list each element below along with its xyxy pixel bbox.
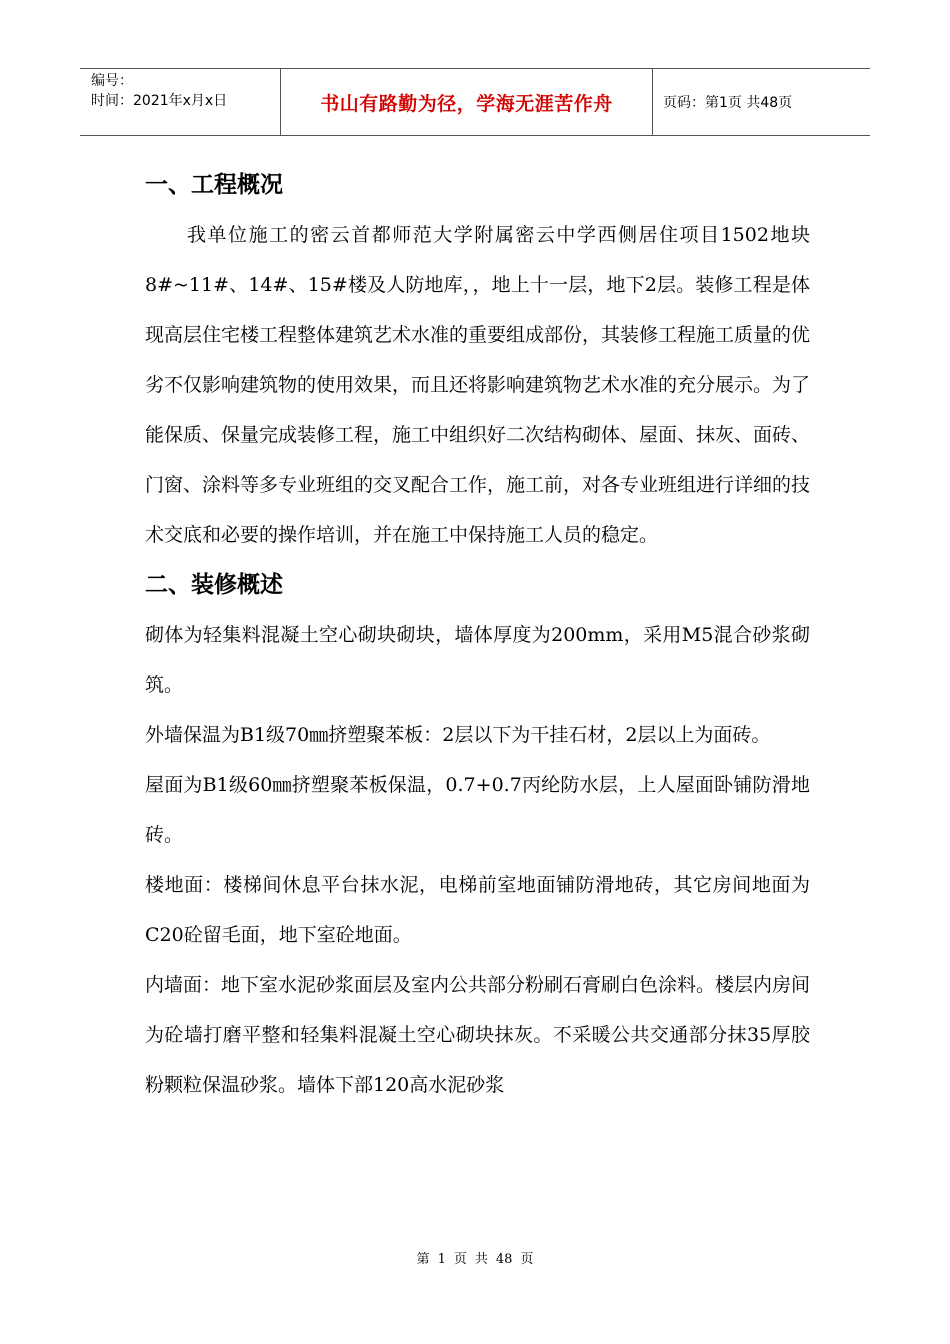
body-paragraph: 砌体为轻集料混凝土空心砌块砌块，墙体厚度为200mm，采用M5混合砂浆砌筑。 bbox=[145, 624, 810, 696]
footer-part: 第 bbox=[416, 1252, 430, 1267]
body-paragraph: 外墙保温为B1级70㎜挤塑聚苯板：2层以下为干挂石材，2层以上为面砖。 bbox=[145, 724, 771, 746]
footer-part: 共 bbox=[474, 1252, 488, 1267]
document-header bbox=[80, 68, 870, 136]
page-footer bbox=[0, 1248, 950, 1267]
footer-part: 页 bbox=[520, 1252, 534, 1267]
section-decoration-summary bbox=[145, 560, 810, 1110]
header-page-cell bbox=[653, 69, 870, 135]
body-paragraph: 内墙面：地下室水泥砂浆面层及室内公共部分粉刷石膏刷白色涂料。楼层内房间为砼墙打磨平整和轻集料混凝土空心砌块抹灰。不采暖公共交通部分抹35厚胶粉颗粒保温砂浆。墙体下部120高水泥砂浆 bbox=[145, 974, 811, 1096]
body-paragraph: 我单位施工的密云首都师范大学附属密云中学西侧居住项目1502地块8#~11#、14#、15#楼及人防地库，，地上十一层，地下2层。装修工程是体现高层住宅楼工程整体建筑艺术水准的重要组成部份，其装修工程施工质量的优劣不仅影响建筑物的使用效果，而且还将影响建筑物艺术水准的充分展示。为了能保质、保量完成装修工程，施工中组织好二次结构砌体、屋面、抹灰、面砖、门窗、涂料等多专业班组的交叉配合工作，施工前，对各专业班组进行详细的技术交底和必要的操作培训，并在施工中保持施工人员的稳定。 bbox=[145, 224, 811, 546]
serial-number-label: 编号： bbox=[91, 73, 133, 89]
footer-page-number: 1 bbox=[437, 1252, 446, 1267]
body-paragraph: 楼地面：楼梯间休息平台抹水泥，电梯前室地面铺防滑地砖，其它房间地面为C20砼留毛面，地下室砼地面。 bbox=[145, 874, 810, 946]
footer-total-pages: 48 bbox=[495, 1252, 513, 1267]
body-paragraph: 屋面为B1级60㎜挤塑聚苯板保温，0.7+0.7丙纶防水层，上人屋面卧铺防滑地砖。 bbox=[145, 774, 810, 846]
section-heading: 二、装修概述 bbox=[145, 572, 283, 598]
page-info: 页码：第1页 共48页 bbox=[663, 95, 793, 111]
header-meta-cell bbox=[80, 69, 281, 135]
time-label: 时间：2021年x月x日 bbox=[91, 93, 228, 109]
section-project-overview bbox=[145, 160, 810, 560]
document-body bbox=[145, 160, 810, 1110]
footer-part: 页 bbox=[453, 1252, 467, 1267]
motto-text: 书山有路勤为径，学海无涯苦作舟 bbox=[320, 92, 613, 115]
header-motto-cell bbox=[281, 69, 653, 135]
section-heading: 一、工程概况 bbox=[145, 172, 283, 198]
